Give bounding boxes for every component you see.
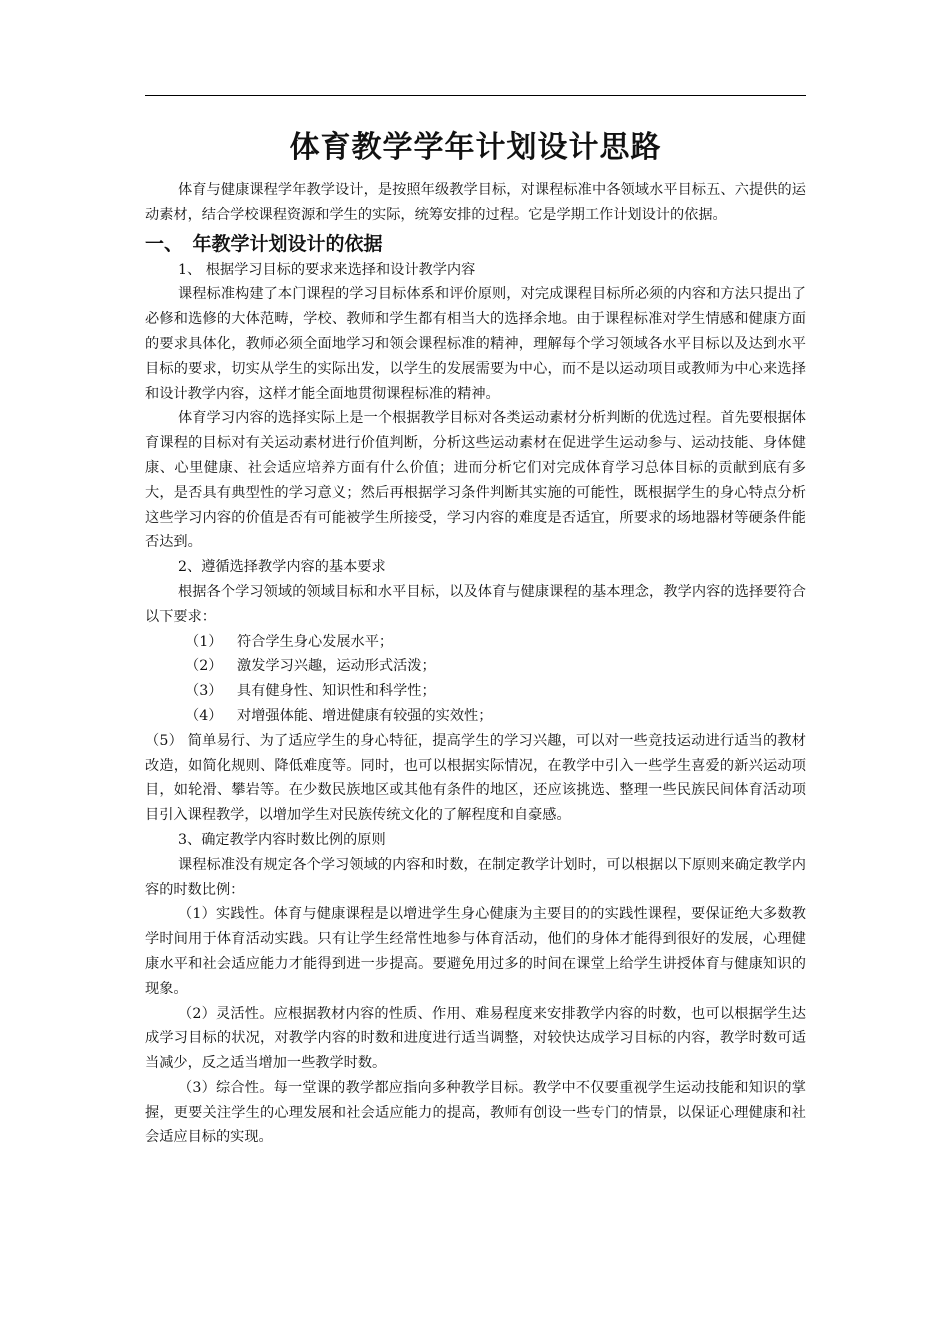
- document-body: [145, 124, 806, 1150]
- paragraph: （3）综合性。每一堂课的教学都应指向多种教学目标。教学中不仅要重视学生运动技能和知识的掌握，更要关注学生的心理发展和社会适应能力的提高，教师有创设一些专门的情景，以保证心理健康和社会适应目标的实现。: [145, 1079, 806, 1146]
- paragraph: 课程标准没有规定各个学习领域的内容和时数，在制定教学计划时，可以根据以下原则来确定教学内容的时数比例：: [145, 856, 806, 898]
- paragraph: （1）实践性。体育与健康课程是以增进学生身心健康为主要目的的实践性课程，要保证绝大多数教学时间用于体育活动实践。只有让学生经常性地参与体育活动，他们的身体才能得到很好的发展，心理健康水平和社会适应能力才能得到进一步提高。要避免用过多的时间在课堂上给学生讲授体育与健康知识的现象。: [145, 906, 806, 997]
- list-item: [145, 654, 806, 679]
- list-item: [145, 679, 806, 704]
- subsection-heading-3: 3、确定教学内容时数比例的原则: [178, 831, 386, 848]
- list-item-number: （4）: [185, 707, 223, 724]
- header-rule: [145, 95, 806, 96]
- paragraph: （2）灵活性。应根据教材内容的性质、作用、难易程度来安排教学内容的时数，也可以根据学生达成学习目标的状况，对教学内容的时数和进度进行适当调整，对较快达成学习目标的内容，教学时数可适当减少，反之适当增加一些教学时数。: [145, 1005, 806, 1072]
- section-heading: 一、 年教学计划设计的依据: [145, 232, 383, 255]
- paragraph: 根据各个学习领域的领域目标和水平目标，以及体育与健康课程的基本理念，教学内容的选择要符合以下要求：: [145, 583, 806, 625]
- list-item: [145, 704, 806, 729]
- paragraph: 课程标准构建了本门课程的学习目标体系和评价原则，对完成课程目标所必须的内容和方法只提出了必修和选修的大体范畴，学校、教师和学生都有相当大的选择余地。由于课程标准对学生情感和健康方面的要求具体化，教师必须全面地学习和领会课程标准的精神，理解每个学习领域各水平目标以及达到水平目标的要求，切实从学生的实际出发，以学生的发展需要为中心，而不是以运动项目或教师为中心来选择和设计教学内容，这样才能全面地贯彻课程标准的精神。: [145, 286, 806, 402]
- list-item-number: （2）: [185, 658, 223, 675]
- subsection-heading-1: 1、 根据学习目标的要求来选择和设计教学内容: [178, 261, 476, 278]
- list-item-number: （3）: [185, 683, 223, 700]
- list-item-5-paragraph: （5） 简单易行、为了适应学生的身心特征，提高学生的学习兴趣，可以对一些竞技运动进行适当的教材改造，如简化规则、降低难度等。同时，也可以根据实际情况，在教学中引入一些学生喜爱的新兴运动项目，如轮滑、攀岩等。在少数民族地区或其他有条件的地区，还应该挑选、整理一些民族民间体育活动项目引入课程教学，以增加学生对民族传统文化的了解程度和自豪感。: [145, 732, 806, 824]
- document-title: 体育教学学年计划设计思路: [289, 130, 662, 165]
- list-item: [145, 630, 806, 655]
- list-item-text: 对增强体能、增进健康有较强的实效性；: [237, 707, 493, 724]
- list-item-text: 具有健身性、知识性和科学性；: [237, 683, 436, 700]
- paragraph: 体育学习内容的选择实际上是一个根据教学目标对各类运动素材分析判断的优选过程。首先要根据体育课程的目标对有关运动素材进行价值判断，分析这些运动素材在促进学生运动参与、运动技能、身体健康、心里健康、社会适应培养方面有什么价值；进而分析它们对完成体育学习总体目标的贡献到底有多大，是否具有典型性的学习意义；然后再根据学习条件判断其实施的可能性，既根据学生的身心特点分析这些学习内容的价值是否有可能被学生所接受，学习内容的难度是否适宜，所要求的场地器材等硬条件能否达到。: [145, 410, 806, 551]
- intro-paragraph: 体育与健康课程学年教学设计，是按照年级教学目标，对课程标准中各领域水平目标五、六提供的运动素材，结合学校课程资源和学生的实际，统筹安排的过程。它是学期工作计划设计的依据。: [145, 182, 806, 223]
- list-item-text: 激发学习兴趣，运动形式活泼；: [237, 658, 436, 675]
- list-item-text: 符合学生身心发展水平；: [237, 633, 394, 650]
- list-item-number: （1）: [185, 633, 223, 650]
- subsection-heading-2: 2、遵循选择教学内容的基本要求: [178, 559, 386, 576]
